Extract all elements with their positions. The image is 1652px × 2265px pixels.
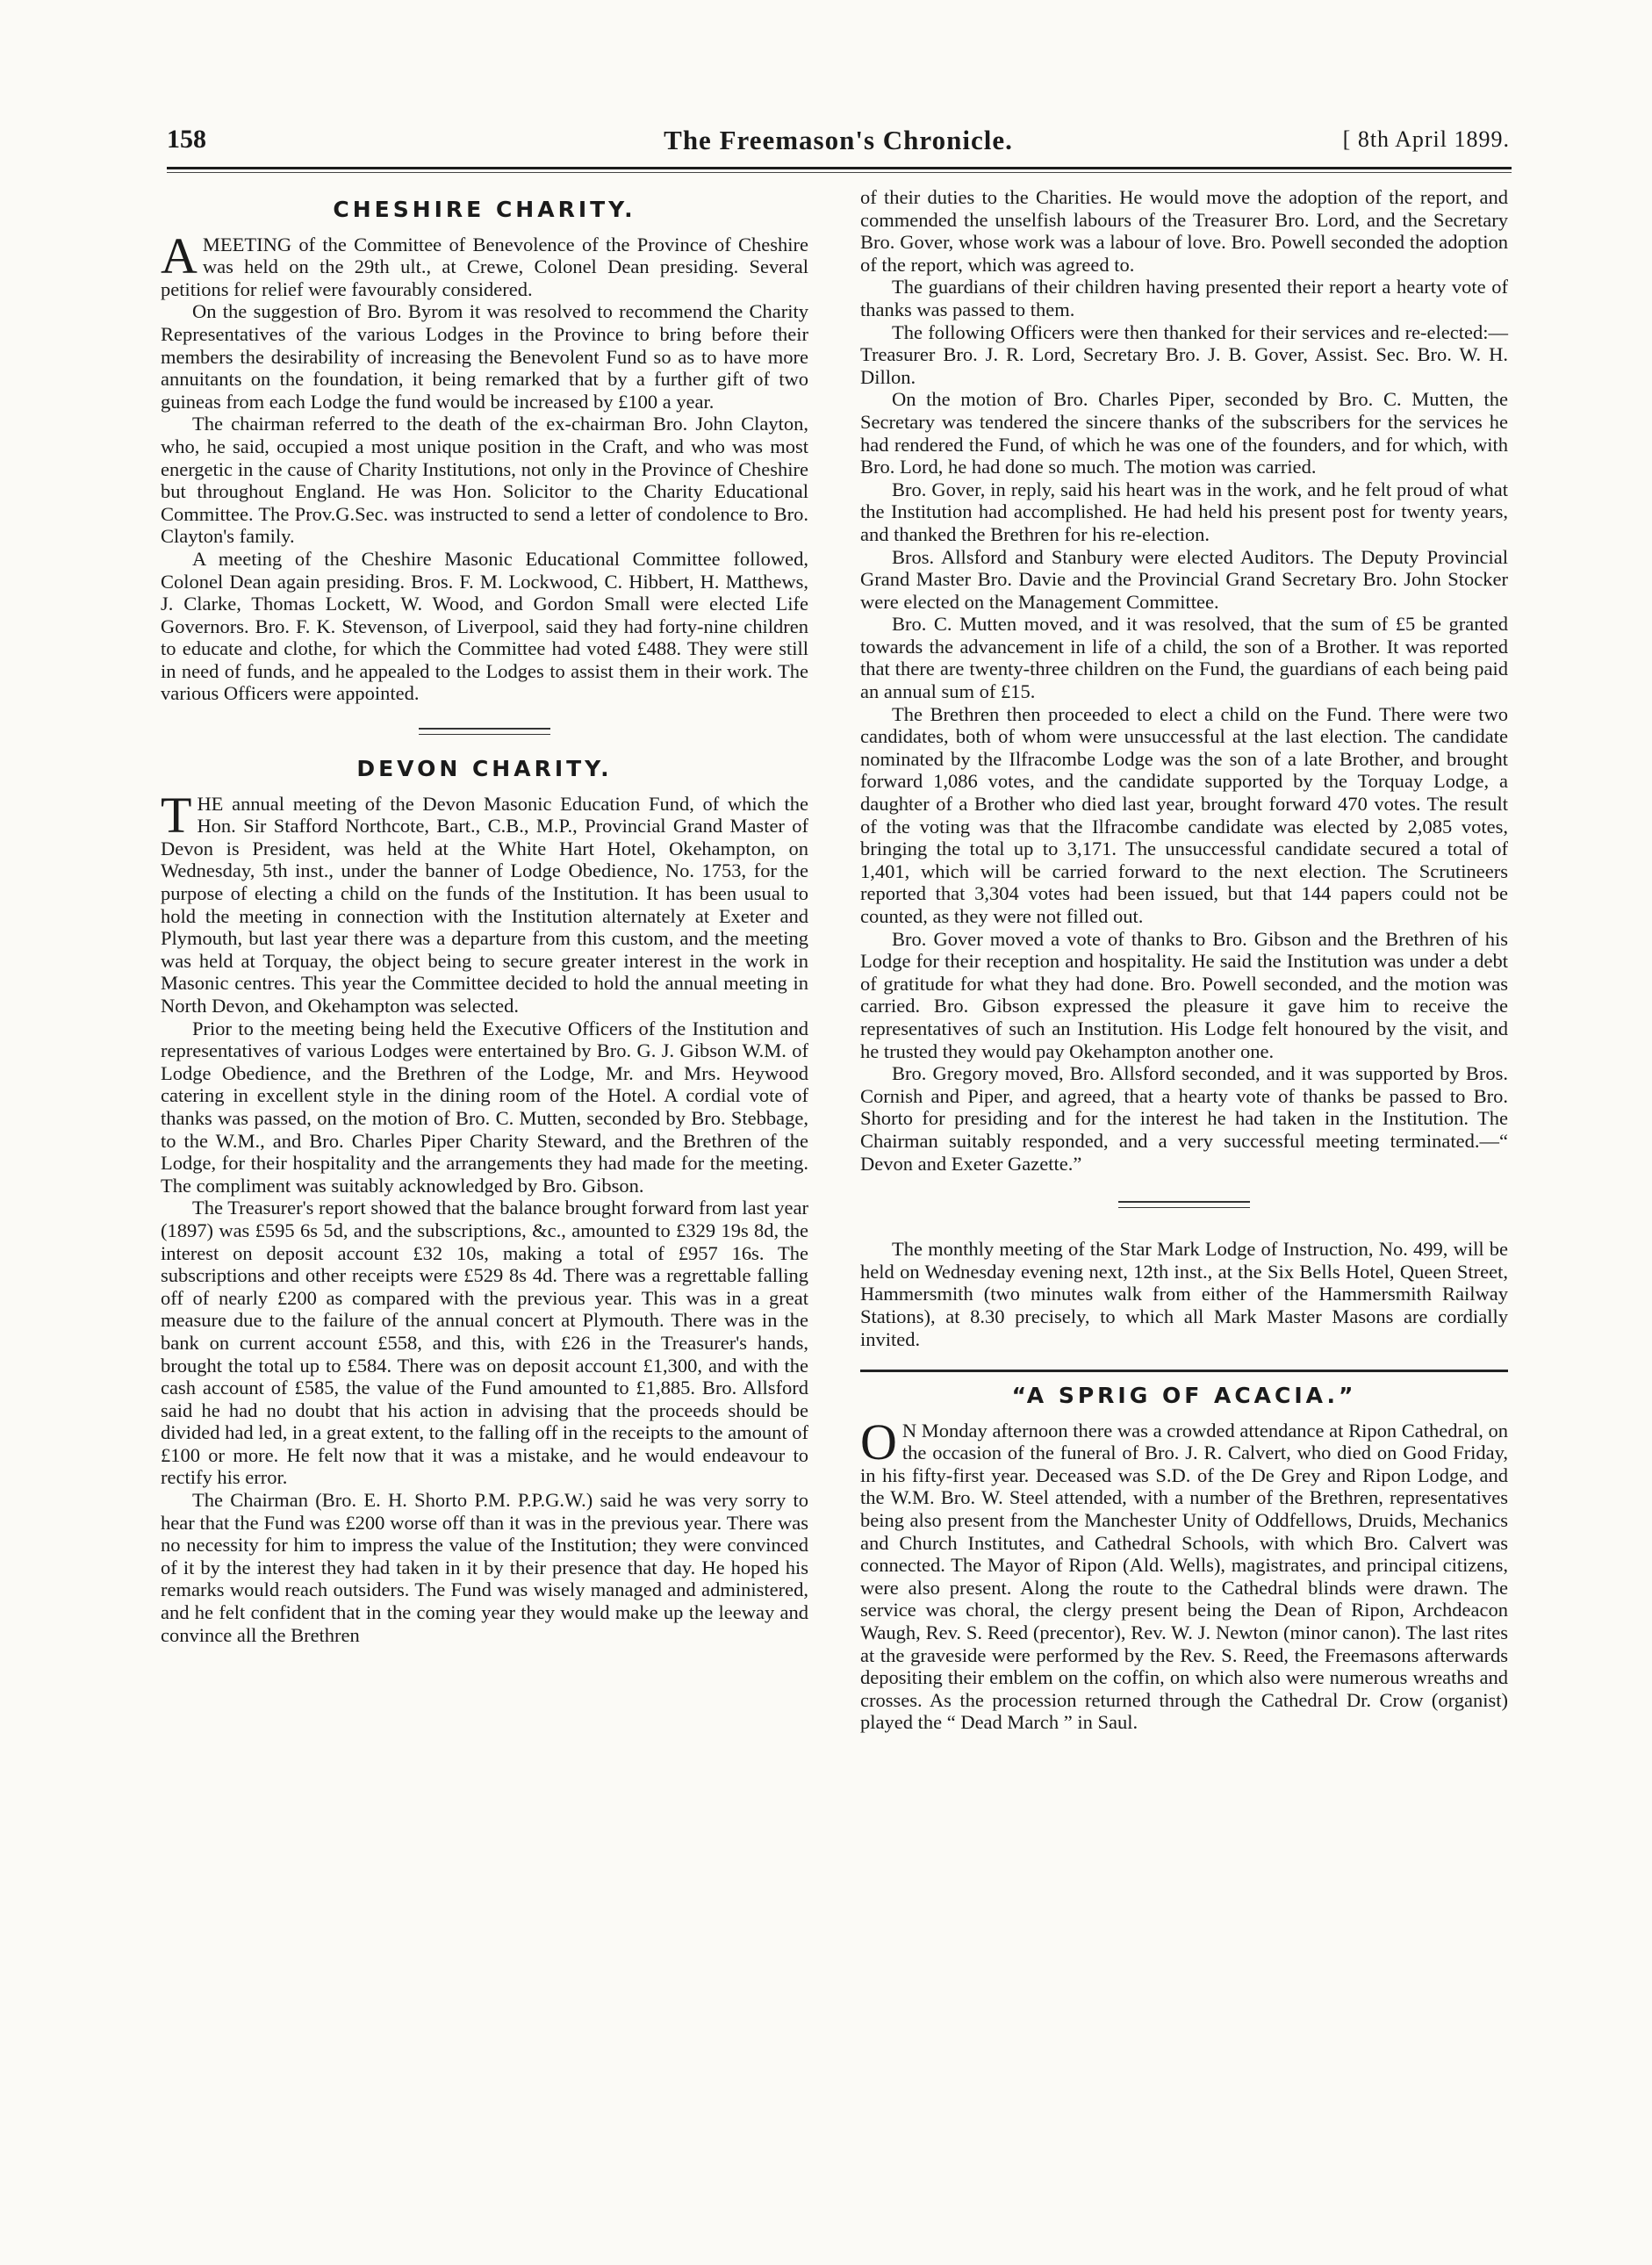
header-rule-thin [167,172,1512,173]
paragraph: The chairman referred to the death of the ex-chairman Bro. John Clayton, who, he said, occupied a most unique position in the Craft, and who was most energetic in the cause of Charity Institutions, not only in the Province of Cheshire but throughout England. He was Hon. Solicitor to the Charity Educational Committee. The Prov.G.Sec. was instructed to send a letter of condolence to Bro. Clayton's family. [161,413,808,548]
right-column [860,186,1508,1734]
paragraph: The guardians of their children having presented their report a hearty vote of thanks was passed to them. [860,276,1508,320]
header-rule [167,167,1512,169]
paragraph: The Treasurer's report showed that the balance brought forward from last year (1897) was £595 6s 5d, and the subscriptions, &c., amounted to £329 19s 8d, the interest on deposit account £32 10s, making a total of £957 16s. The subscriptions and other receipts were £529 8s 4d. There was a regrettable falling off of nearly £200 as compared with the previous year. This was in a great measure due to the failure of the annual concert at Plymouth. There was in the bank on current account £558, and this, with £26 in the Treasurer's hands, brought the total up to £584. There was on deposit account £1,300, and with the cash account of £585, the value of the Fund amounted to £1,885. Bro. Allsford said he had no doubt that his action in advising that the proceeds should be divided had led, in a great extent, to the falling off in the receipts to the amount of £100 or more. He felt now that it was a mistake, and he would endeavour to rectify his error. [161,1197,808,1489]
headline-devon: DEVON CHARITY. [356,756,613,782]
paragraph: Prior to the meeting being held the Executive Officers of the Institution and representatives of various Lodges were entertained by Bro. G. J. Gibson W.M. of Lodge Obedience, and the Brethren of the Lodge, Mr. and Mrs. Heywood catering in excellent style in the dining room of the Hotel. A cordial vote of thanks was passed, on the motion of Bro. C. Mutten, seconded by Bro. Stebbage, to the W.M., and Bro. Charles Piper Charity Steward, and the Brethren of the Lodge, for their hospitality and the arrangements they had made for the meeting. The compliment was suitably acknowledged by Bro. Gibson. [161,1017,808,1197]
notice-star-mark-lodge [860,1238,1508,1350]
paragraph: Bro. Gregory moved, Bro. Allsford seconded, and it was supported by Bros. Cornish and Piper, and agreed, that a hearty vote of thanks be passed to Bro. Shorto for presiding and for the interest he had taken in the Institution. The Chairman suitably responded, and a very successful meeting terminated.—“ Devon and Exeter Gazette.” [860,1062,1508,1175]
paragraph: THE annual meeting of the Devon Masonic Education Fund, of which the Hon. Sir Stafford Northcote, Bart., C.B., M.P., Provincial Grand Master of Devon is President, was held at the White Hart Hotel, Okehampton, on Wednesday, 5th inst., under the banner of Lodge Obedience, No. 1753, for the purpose of electing a child on the funds of the Institution. It has been usual to hold the meeting in connection with the Institution alternately at Exeter and Plymouth, but last year there was a departure from this custom, and the meeting was held at Torquay, the object being to secure greater interest in the work in Masonic centres. This year the Committee decided to hold the annual meeting in North Devon, and Okehampton was selected. [161,786,808,1017]
paragraph: AMEETING of the Committee of Benevolence of the Province of Cheshire was held on the 29th ult., at Crewe, Colonel Dean presiding. Several petitions for relief were favourably considered. [161,226,808,300]
paragraph: The monthly meeting of the Star Mark Lodge of Instruction, No. 499, will be held on Wednesday evening next, 12th inst., at the Six Bells Hotel, Queen Street, Hammersmith (two minutes walk from either of the Hammersmith Railway Stations), at 8.30 precisely, to which all Mark Master Masons are cordially invited. [860,1238,1508,1350]
paragraph: A meeting of the Cheshire Masonic Educational Committee followed, Colonel Dean again presiding. Bros. F. M. Lockwood, C. Hibbert, H. Matthews, J. Clarke, Thomas Lockett, W. Wood, and Gordon Small were elected Life Governors. Bro. F. K. Stevenson, of Liverpool, said they had forty-nine children to educate and clothe, for which the Committee had voted £488. They were still in need of funds, and he appealed to the Lodges to assist them in their work. The various Officers were appointed. [161,547,808,705]
issue-date: [ 8th April 1899. [1342,126,1510,152]
paragraph: of their duties to the Charities. He would move the adoption of the report, and commended the unselfish labours of the Treasurer Bro. Lord, and the Secretary Bro. Gover, whose work was a labour of love. Bro. Powell seconded the adoption of the report, which was agreed to. [860,186,1508,276]
section-divider [419,728,550,735]
masthead: The Freemason's Chronicle. [664,125,1013,155]
article-sprig-of-acacia [860,1384,1508,1734]
page-number: 158 [167,125,206,154]
article-cheshire-charity [161,198,808,705]
left-column [161,186,808,1646]
page-header [167,125,1510,169]
paragraph: Bro. Gover, in reply, said his heart was in the work, and he felt proud of what the Institution had accomplished. He had held his present post for twenty years, and thanked the Brethren for his re-election. [860,478,1508,545]
article-devon-continued [860,186,1508,1175]
paragraph: The Chairman (Bro. E. H. Shorto P.M. P.P.G.W.) said he was very sorry to hear that the Fund was £200 worse off than it was in the previous year. There was no necessity for him to impress the value of the Institution; they were convinced of it by the interest they had taken in it by their presence that day. He hoped his remarks would reach outsiders. The Fund was wisely managed and administered, and he felt confident that in the coming year they would make up the leeway and convince all the Brethren [161,1489,808,1646]
paragraph: Bro. C. Mutten moved, and it was resolved, that the sum of £5 be granted towards the advancement in life of a child, the son of a Brother. It was reported that there are twenty-three children on the Fund, the guardians of each being paid an annual sum of £15. [860,613,1508,703]
article-devon-charity [161,758,808,1646]
section-divider [1118,1201,1250,1208]
section-divider-wide [860,1370,1508,1372]
paragraph: The following Officers were then thanked for their services and re-elected:—Treasurer Bro. J. R. Lord, Secretary Bro. J. B. Gover, Assist. Sec. Bro. W. H. Dillon. [860,320,1508,388]
headline-cheshire: CHESHIRE CHARITY. [333,197,636,222]
paragraph: ON Monday afternoon there was a crowded attendance at Ripon Cathedral, on the occasion of the funeral of Bro. J. R. Calvert, who died on Good Friday, in his fifty-first year. Deceased was S.D. of the De Grey and Ripon Lodge, and the W.M. Bro. W. Steel attended, with a number of the Brethren, representatives being also present from the Manchester Unity of Oddfellows, Druids, Mechanics and Church Institutes, and Cathedral Schools, with which Bro. Calvert was connected. The Mayor of Ripon (Ald. Wells), magistrates, and principal citizens, were also present. Along the route to the Cathedral blinds were drawn. The service was choral, the clergy present being the Dean of Ripon, Archdeacon Waugh, Rev. S. Reed (precentor), Rev. W. J. Newton (minor canon). The last rites at the graveside were performed by the Rev. S. Reed, the Freemasons afterwards depositing their emblem on the coffin, on which also were numerous wreaths and crosses. As the procession returned through the Cathedral Dr. Crow (organist) played the “ Dead March ” in Saul. [860,1413,1508,1734]
paragraph: The Brethren then proceeded to elect a child on the Fund. There were two candidates, both of whom were unsuccessful at the last election. The candidate nominated by the Ilfracombe Lodge was the son of a late Brother, and brought forward 1,086 votes, and the candidate supported by the Torquay Lodge, a daughter of a Brother who died last year, brought forward 470 votes. The result of the voting was that the Ilfracombe candidate was elected by 2,085 votes, bringing the total up to 3,171. The unsuccessful candidate secured a total of 1,401, which will be carried forward to the next election. The Scrutineers reported that 3,304 votes had been issued, but that 144 papers could not be counted, as they were not filled out. [860,702,1508,927]
paragraph: Bros. Allsford and Stanbury were elected Auditors. The Deputy Provincial Grand Master Bro. Davie and the Provincial Grand Secretary Bro. John Stocker were elected on the Management Committee. [860,545,1508,613]
paragraph: On the motion of Bro. Charles Piper, seconded by Bro. C. Mutten, the Secretary was tendered the sincere thanks of the subscribers for the services he had rendered the Fund, of which he was one of the founders, and for which, with Bro. Lord, he had done so much. The motion was carried. [860,388,1508,478]
headline-acacia: “A SPRIG OF ACACIA.” [1011,1383,1357,1409]
paragraph: On the suggestion of Bro. Byrom it was resolved to recommend the Charity Representatives of the various Lodges in the Province to bring before their members the desirability of increasing the Benevolent Fund so as to have more annuitants on the foundation, it being remarked that by a further gift of two guineas from each Lodge the fund would be increased by £100 a year. [161,300,808,413]
paragraph: Bro. Gover moved a vote of thanks to Bro. Gibson and the Brethren of his Lodge for their reception and hospitality. He said the Institution was under a debt of gratitude for what they had done. Bro. Powell seconded, and the motion was carried. Bro. Gibson expressed the pleasure it gave him to receive the representatives of such an Institution. His Lodge felt honoured by the visit, and he trusted they would pay Okehampton another one. [860,927,1508,1062]
